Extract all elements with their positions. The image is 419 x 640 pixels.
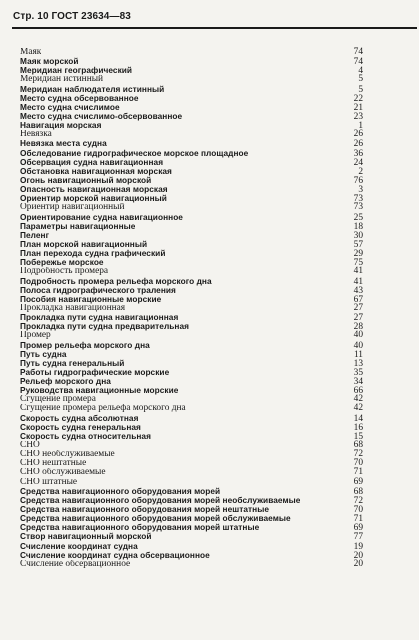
index-entry [20,231,363,240]
index-page-number: 42 [353,403,363,414]
index-entry [20,277,363,286]
index-term: Параметры навигационные [20,221,136,231]
index-page-number: 16 [353,422,363,433]
index-entry [20,295,363,304]
index-term: Рельеф морского дна [20,377,111,387]
index-entry [20,57,363,66]
index-term: Невязка [20,130,52,140]
index-page-number: 3 [358,185,363,196]
index-entry [20,103,363,112]
index-term: Промер [20,331,51,341]
index-term: Опасность навигационная морская [20,185,168,195]
index-entry [20,404,363,413]
index-entry [20,185,363,194]
index-page-number: 30 [353,230,363,241]
index-entry [20,459,363,468]
index-page-number: 23 [353,111,363,122]
index-entry [20,523,363,532]
index-term: Средства навигационного оборудования морей штатные [20,523,260,533]
index-entry [20,121,363,130]
index-term: Меридиан истинный [20,75,104,85]
index-term: Скорость судна генеральная [20,422,141,432]
index-entry [20,414,363,423]
index-term: Обследование гидрографическое морское площадное [20,148,249,158]
index-term: Ориентир морской навигационный [20,194,167,204]
index-term: Сгущение промера [20,395,96,405]
index-term: Меридиан наблюдателя истинный [20,84,165,94]
index-entry [20,478,363,487]
index-entry [20,267,363,276]
index-entry [20,377,363,386]
index-page-number: 43 [353,285,363,296]
index-entry [20,304,363,313]
index-page-number: 57 [353,239,363,250]
index-entry [20,432,363,441]
index-term: План перехода судна графический [20,249,166,259]
index-entry [20,158,363,167]
index-entry [20,551,363,560]
index-page-number: 26 [353,129,363,140]
index-entry [20,487,363,496]
index-term: Место судна счислимое [20,102,120,112]
index-page-number: 71 [353,467,363,478]
index-entry [20,532,363,541]
index-page-number: 42 [353,394,363,405]
index-page-number: 41 [353,276,363,287]
index-page-number: 5 [358,74,363,85]
index-page-number: 66 [353,386,363,397]
index-entry [20,258,363,267]
index-page-number: 29 [353,249,363,260]
index-entry [20,395,363,404]
index-term: Обсервация судна навигационная [20,157,164,167]
index-page-number: 69 [353,476,363,487]
index-term: Средства навигационного оборудования морей обслуживаемые [20,514,291,524]
index-page-number: 69 [353,523,363,534]
index-page-number: 76 [353,175,363,186]
index-page-number: 28 [353,322,363,333]
index-page-number: 40 [353,330,363,341]
index-entry [20,359,363,368]
term-index-list [20,48,363,569]
index-page-number: 77 [353,532,363,543]
index-page-number: 5 [358,84,363,95]
index-entry [20,350,363,359]
index-entry [20,48,363,57]
index-entry [20,112,363,121]
index-entry [20,386,363,395]
index-entry [20,203,363,212]
index-entry [20,450,363,459]
index-page-number: 18 [353,221,363,232]
index-term: Сгущение промера рельефа морского дна [20,404,186,414]
index-page-number: 13 [353,358,363,369]
index-term: Обстановка навигационная морская [20,166,172,176]
index-entry [20,149,363,158]
index-entry [20,468,363,477]
index-page-number: 72 [353,449,363,460]
index-term: Путь судна генеральный [20,358,125,368]
index-term: Подробность промера [20,267,109,277]
index-entry [20,286,363,295]
index-term: Огонь навигационный морской [20,175,152,185]
index-entry [20,130,363,139]
index-page-number: 22 [353,93,363,104]
index-term: СНО нештатные [20,459,87,469]
index-page-number: 11 [353,349,363,360]
page-header: Стр. 10 ГОСТ 23634—83 [13,11,131,22]
index-term: Счисление координат судна обсервационное [20,550,210,560]
index-page-number: 26 [353,139,363,150]
index-entry [20,341,363,350]
index-term: Работы гидрографические морские [20,367,170,377]
index-page-number: 35 [353,367,363,378]
index-term: Полоса гидрографического траления [20,285,176,295]
header-divider [12,27,417,29]
index-term: Маяк [20,48,42,57]
index-page-number: 73 [353,194,363,205]
index-term: Счисление координат судна [20,541,138,551]
index-term: Прокладка пути судна предварительная [20,322,190,332]
index-entry [20,560,363,569]
index-entry [20,322,363,331]
index-term: Меридиан географический [20,66,133,76]
index-page-number: 68 [353,440,363,451]
index-page-number: 74 [353,47,363,57]
index-entry [20,167,363,176]
index-entry [20,176,363,185]
index-entry [20,514,363,523]
index-term: Средства навигационного оборудования морей нештатные [20,505,269,515]
index-page-number: 1 [358,121,363,132]
index-entry [20,249,363,258]
index-term: Маяк морской [20,57,79,67]
index-term: Навигация морская [20,121,102,131]
index-page-number: 67 [353,294,363,305]
index-page-number: 15 [353,431,363,442]
index-term: Счисление обсервационное [20,559,131,569]
index-entry [20,542,363,551]
index-entry [20,85,363,94]
index-entry [20,94,363,103]
index-term: Ориентир навигационный [20,203,125,213]
index-term: Невязка места судна [20,139,107,149]
index-entry [20,66,363,75]
index-term: Ориентирование судна навигационное [20,212,183,222]
index-term: Прокладка пути судна навигационная [20,313,179,323]
index-term: Скорость судна относительная [20,431,151,441]
index-page-number: 19 [353,541,363,552]
index-entry [20,75,363,84]
index-term: План морской навигационный [20,239,148,249]
index-entry [20,240,363,249]
index-page-number: 20 [353,558,363,569]
index-entry [20,423,363,432]
index-page-number: 36 [353,148,363,159]
index-page-number: 70 [353,458,363,469]
index-page-number: 68 [353,486,363,497]
index-term: Пеленг [20,230,50,240]
index-entry [20,368,363,377]
index-entry [20,194,363,203]
index-term: Средства навигационного оборудования морей необслуживаемые [20,495,301,505]
index-page-number: 4 [358,66,363,77]
index-page-number: 27 [353,313,363,324]
index-page-number: 73 [353,202,363,213]
index-term: Створ навигационный морской [20,532,152,542]
index-term: Скорость судна абсолютная [20,413,139,423]
index-term: СНО обслуживаемые [20,468,106,478]
index-entry [20,139,363,148]
index-term: Место судна счислимо-обсервованное [20,111,183,121]
index-entry [20,313,363,322]
index-page-number: 74 [353,57,363,68]
index-term: Подробность промера рельефа морского дна [20,276,212,286]
index-term: Прокладка навигационная [20,303,126,313]
index-term: Руководства навигационные морские [20,386,179,396]
index-page-number: 2 [358,166,363,177]
index-entry [20,505,363,514]
index-page-number: 24 [353,157,363,168]
index-page-number: 41 [353,266,363,277]
index-entry [20,331,363,340]
index-page-number: 71 [353,514,363,525]
index-page-number: 14 [353,413,363,424]
index-term: Путь судна [20,349,67,359]
index-term: СНО [20,441,40,451]
index-page-number: 70 [353,505,363,516]
index-term: Побережье морское [20,258,104,268]
index-entry [20,496,363,505]
index-page-number: 27 [353,302,363,313]
index-page-number: 75 [353,258,363,269]
index-term: Место судна обсервованное [20,93,139,103]
index-page-number: 25 [353,212,363,223]
index-entry [20,441,363,450]
index-page-number: 72 [353,495,363,506]
index-entry [20,222,363,231]
index-entry [20,213,363,222]
index-page-number: 34 [353,377,363,388]
index-term: Пособия навигационные морские [20,294,162,304]
index-term: СНО необслуживаемые [20,450,115,460]
index-page-number: 21 [353,102,363,113]
index-page-number: 40 [353,340,363,351]
index-term: Промер рельефа морского дна [20,340,150,350]
index-term: СНО штатные [20,477,78,487]
index-term: Средства навигационного оборудования морей [20,486,221,496]
index-page-number: 20 [353,550,363,561]
